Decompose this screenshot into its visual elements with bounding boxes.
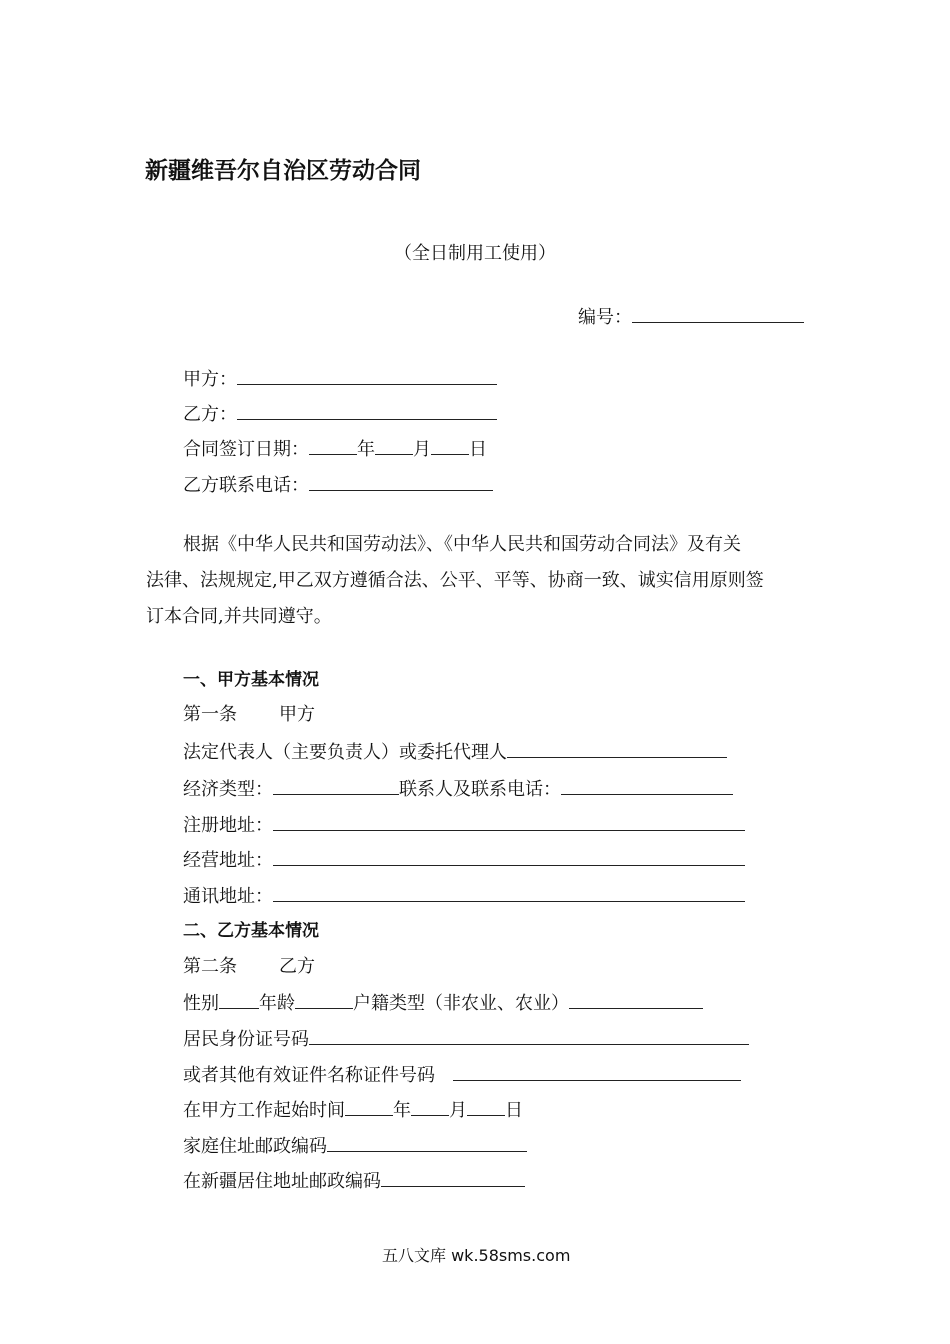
article-2-party: 乙方 [279, 956, 315, 977]
document-title: 新疆维吾尔自治区劳动合同 [145, 158, 421, 184]
party-a-field [183, 366, 497, 392]
xj-address-blank [381, 1168, 525, 1187]
article-1-label: 第一条 [183, 704, 237, 725]
id-number-field [183, 1026, 749, 1052]
mail-address-label: 通讯地址： [183, 886, 273, 907]
household-blank [569, 990, 703, 1009]
gender-blank [219, 990, 259, 1009]
party-b-label: 乙方： [183, 404, 237, 425]
contact-blank [561, 776, 733, 795]
subtitle: （全日制用工使用） [394, 243, 556, 264]
party-b-phone-field [183, 472, 493, 498]
intro-line-3: 订本合同,并共同遵守。 [146, 606, 332, 627]
xj-address-label: 在新疆居住地址邮政编码 [183, 1171, 381, 1192]
reg-address-label: 注册地址： [183, 815, 273, 836]
sign-date-label: 合同签订日期： [183, 439, 309, 460]
start-month-blank [411, 1097, 449, 1116]
intro-line-1: 根据《中华人民共和国劳动法》、《中华人民共和国劳动合同法》及有关 [183, 534, 741, 555]
sign-date-field [183, 436, 487, 462]
gender-age-household-field [183, 990, 703, 1016]
mail-address-blank [273, 883, 745, 902]
age-label: 年龄 [259, 993, 295, 1014]
econ-type-label: 经济类型： [183, 779, 273, 800]
xj-address-field [183, 1168, 525, 1194]
start-time-field [183, 1097, 523, 1123]
article-2 [183, 955, 315, 979]
home-address-field [183, 1133, 527, 1159]
biz-address-label: 经营地址： [183, 850, 273, 871]
party-b-phone-label: 乙方联系电话： [183, 475, 309, 496]
home-address-blank [327, 1133, 527, 1152]
sign-year-label: 年 [357, 439, 375, 460]
other-id-label: 或者其他有效证件名称证件号码 [183, 1065, 435, 1086]
start-day-label: 日 [505, 1100, 523, 1121]
contact-label: 联系人及联系电话： [399, 779, 561, 800]
sign-month-blank [375, 436, 413, 455]
article-2-label: 第二条 [183, 956, 237, 977]
party-b-phone-blank [309, 472, 493, 491]
legal-rep-blank [507, 739, 727, 758]
start-year-label: 年 [393, 1100, 411, 1121]
party-a-blank [237, 366, 497, 385]
start-month-label: 月 [449, 1100, 467, 1121]
intro-line-2: 法律、法规规定,甲乙双方遵循合法、公平、平等、协商一致、诚实信用原则签 [146, 570, 764, 591]
biz-address-blank [273, 847, 745, 866]
mail-address-field [183, 883, 745, 909]
party-a-label: 甲方： [183, 369, 237, 390]
article-1-party: 甲方 [279, 704, 315, 725]
intro-paragraph [146, 527, 810, 635]
other-id-blank [453, 1062, 741, 1081]
id-number-label: 居民身份证号码 [183, 1029, 309, 1050]
reg-address-field [183, 812, 745, 838]
sign-day-label: 日 [469, 439, 487, 460]
other-id-field [183, 1062, 741, 1088]
party-b-field [183, 401, 497, 427]
contract-number-blank [632, 304, 804, 323]
sign-month-label: 月 [413, 439, 431, 460]
econ-type-field [183, 776, 733, 802]
contract-number-field [578, 304, 804, 330]
section-2-heading: 二、乙方基本情况 [183, 921, 319, 941]
legal-rep-label: 法定代表人（主要负责人）或委托代理人 [183, 742, 507, 763]
contract-number-label: 编号： [578, 307, 632, 328]
age-blank [295, 990, 353, 1009]
gender-label: 性别 [183, 993, 219, 1014]
start-day-blank [467, 1097, 505, 1116]
footer-watermark: 五八文库 wk.58sms.com [382, 1246, 571, 1265]
econ-type-blank [273, 776, 399, 795]
id-number-blank [309, 1026, 749, 1045]
biz-address-field [183, 847, 745, 873]
article-1 [183, 703, 315, 727]
section-1-heading: 一、甲方基本情况 [183, 670, 319, 690]
legal-rep-field [183, 739, 727, 765]
sign-day-blank [431, 436, 469, 455]
party-b-blank [237, 401, 497, 420]
household-label: 户籍类型（非农业、农业） [353, 993, 569, 1014]
reg-address-blank [273, 812, 745, 831]
start-time-label: 在甲方工作起始时间 [183, 1100, 345, 1121]
start-year-blank [345, 1097, 393, 1116]
sign-year-blank [309, 436, 357, 455]
home-address-label: 家庭住址邮政编码 [183, 1136, 327, 1157]
